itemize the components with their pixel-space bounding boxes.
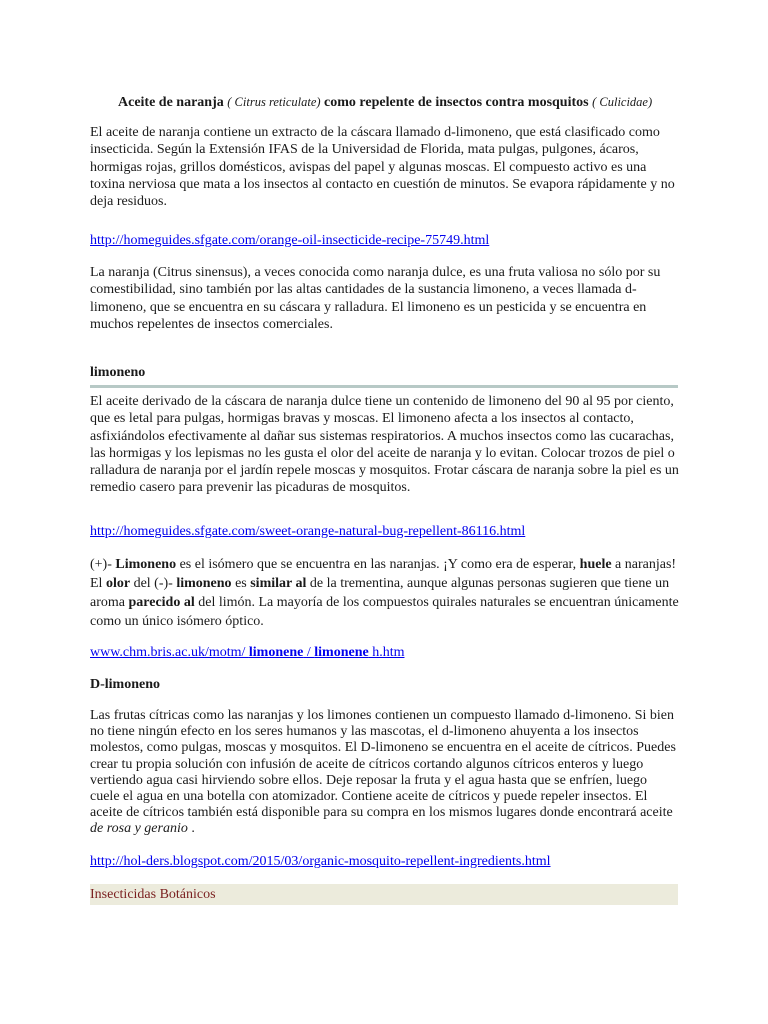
isomer-text-1: (+)- [90,557,116,572]
link-bold-limonene-1: limonene [248,645,304,660]
d-limoneno-end: . [187,821,195,837]
document-title [118,93,698,112]
heading-limoneno: limoneno [90,365,146,380]
heading-d-limoneno: D-limoneno [90,677,160,692]
link-bold-limonene-2: limonene [314,645,369,660]
isomer-bold-limoneno-2: limoneno [176,576,232,591]
paragraph-d-limoneno [90,708,680,838]
title-middle: como repelente de insectos contra mosquitos [324,95,589,110]
isomer-text-2: es el isómero que se encuentra en las naranjas. ¡Y como era de esperar, [176,557,580,572]
isomer-text-7: del limón. La mayoría de los compuestos quirales naturales se encuentran únicamente como un único isómero óptico. [90,595,679,629]
paragraph-limoneno-content: El aceite derivado de la cáscara de naranja dulce tiene un contenido de limoneno del 90 al 95 por ciento, que es letal para pulgas, hormigas bravas y moscas. El limoneno afecta a los insectos al contacto, asfixiándolos efectivamente al dañar sus sistemas respiratorios. A muchos insectos como las cucarachas, las hormigas y los lepismas no les gusta el olor del aceite de naranja y lo evitan. Colocar trozos de piel o ralladura de naranja por el jardín repele moscas y mosquitos. Frotar cáscara de naranja sobre la piel es un remedio casero para prevenir las picaduras de mosquitos. [90,394,679,496]
title-main: Aceite de naranja [118,95,224,110]
section-insecticidas-botanicos [90,884,678,905]
section-insecticidas-botanicos-label: Insecticidas Botánicos [90,887,216,902]
isomer-text-3: a naranjas! El [90,557,677,591]
link-orange-oil-insecticide[interactable]: http://homeguides.sfgate.com/orange-oil-insecticide-recipe-75749.html [90,233,490,248]
isomer-bold-parecido: parecido al [128,595,195,610]
link-part-2: / [303,645,315,660]
isomer-text-5: es [231,576,251,591]
paragraph-orange-oil-intro: El aceite de naranja contiene un extracto de la cáscara llamado d-limoneno, que está clasificado como insecticida. Según la Extensión IFAS de la Universidad de Florida, mata pulgas, pulgones, ácaros, hormigas rojas, grillos domésticos, avispas del papel y algunas moscas. El compuesto activo es una toxina nerviosa que mata a los insectos al contacto en cuestión de minutos. Se evapora rápidamente y no deja residuos. [90,125,675,210]
link-sweet-orange-bug-repellent[interactable]: http://homeguides.sfgate.com/sweet-orange-natural-bug-repellent-86116.html [90,524,526,539]
link-chm-bris-limonene[interactable] [90,644,404,661]
isomer-bold-similar: similar al [250,576,307,591]
isomer-bold-huele: huele [579,557,612,572]
section-divider [90,385,678,388]
d-limoneno-text: Las frutas cítricas como las naranjas y los limones contienen un compuesto llamado d-limoneno. Si bien no tiene ningún efecto en los seres humanos y las mascotas, el d-limoneno ahuyenta a los insectos molestos, como pulgas, moscas y mosquitos. El D-limoneno se encuentra en el aceite de cítricos. Puedes crear tu propia solución con infusión de aceite de cítricos cortando algunos cítricos enteros y luego vertiendo agua casi hirviendo sobre ellos. Deje reposar la fruta y el agua hasta que se enfríen, luego cuele el agua en una botella con atomizador. Contiene aceite de cítricos y puede repeler insectos. El aceite de cítricos también está disponible para su compra en los mismos lugares donde encontrará aceite [90,708,676,821]
paragraph-isomer [90,555,680,631]
link-part-1: www.chm.bris.ac.uk/motm/ [90,645,249,660]
d-limoneno-italic: de rosa y geranio [90,821,188,837]
title-scientific-name-culicidae: ( Culicidae) [592,95,653,109]
isomer-text-4: del (-)- [130,576,177,591]
isomer-bold-olor: olor [105,576,131,591]
link-hol-ders-blogspot[interactable]: http://hol-ders.blogspot.com/2015/03/organic-mosquito-repellent-ingredients.html [90,854,551,869]
link-part-3: h.htm [368,645,405,660]
paragraph-orange-sweet: La naranja (Citrus sinensus), a veces conocida como naranja dulce, es una fruta valiosa no sólo por su comestibilidad, sino también por las altas cantidades de la sustancia limoneno, a veces llamada d-limoneno, que se encuentra en su cáscara y ralladura. El limoneno es un pesticida y se encuentra en muchos repelentes de insectos comerciales. [90,265,661,332]
title-scientific-name-citrus: ( Citrus reticulate) [227,95,321,109]
isomer-text-6: de la trementina, aunque algunas personas sugieren que tiene un aroma [90,576,670,610]
isomer-bold-limoneno: Limoneno [115,557,177,572]
